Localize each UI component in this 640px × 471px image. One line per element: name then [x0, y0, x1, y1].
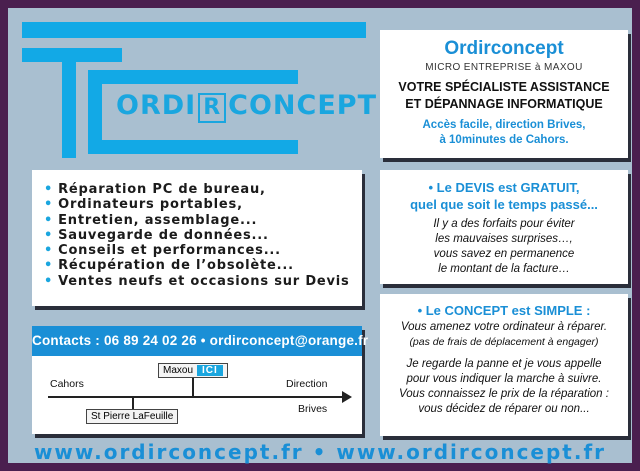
free-quote-heading: • Le DEVIS est GRATUIT, quel que soit le temps passé... [410, 180, 598, 212]
company-subtitle: MICRO ENTREPRISE à MAXOU [425, 62, 583, 73]
access-info: Accès facile, direction Brives, à 10minutes de Cahors. [422, 119, 586, 146]
company-info-box [380, 30, 628, 158]
concept-text: Vous amenez votre ordinateur à réparer. (pas de frais de déplacement à engager) Je regarde la panne et je vous appelle pour vous indiquer la marche à suivre. Vous connaissez le prix de la réparation : vous décidez de réparer ou non... [399, 321, 609, 415]
location-map [32, 356, 362, 434]
maxou-sign: Maxou ICI [158, 363, 228, 378]
road-line [48, 396, 344, 398]
company-name: Ordirconcept [444, 38, 564, 59]
st-pierre-sign: St Pierre LaFeuille [86, 409, 178, 424]
website-footer[interactable]: www.ordirconcept.fr • www.ordirconcept.fr [33, 440, 607, 464]
list-item: • Entretien, assemblage... [44, 212, 258, 228]
list-item: • Ventes neufs et occasions sur Devis [44, 273, 350, 289]
list-item: • Sauvegarde de données... [44, 227, 269, 243]
tagline: VOTRE SPÉCIALISTE ASSISTANCE ET DÉPANNAGE INFORMATIQUE [398, 80, 610, 111]
free-quote-box [380, 170, 628, 284]
list-item: • Conseils et performances... [44, 243, 281, 259]
contact-box [32, 326, 369, 434]
services-box [32, 170, 362, 306]
company-logo [22, 22, 377, 162]
free-quote-text: Il y a des forfaits pour éviter les mauvaises surprises…, vous savez en permanence le montant de la facture… [433, 218, 575, 275]
cahors-label: Cahors [50, 378, 84, 390]
concept-heading: • Le CONCEPT est SIMPLE : [417, 303, 591, 318]
services-list [44, 182, 362, 289]
direction-label: Direction [286, 378, 328, 390]
list-item: • Ordinateurs portables, [44, 197, 243, 213]
flyer-panel [8, 8, 632, 463]
concept-box [380, 294, 628, 436]
brives-label: Brives [298, 403, 328, 415]
contact-banner[interactable]: Contacts : 06 89 24 02 26 • ordirconcept@orange.fr [32, 326, 362, 356]
logo-wordmark: ORDI R CONCEPT [116, 90, 377, 121]
road-arrow-icon [342, 391, 352, 403]
list-item: • Réparation PC de bureau, [44, 182, 266, 197]
list-item: • Récupération de l’obsolète... [44, 258, 294, 274]
